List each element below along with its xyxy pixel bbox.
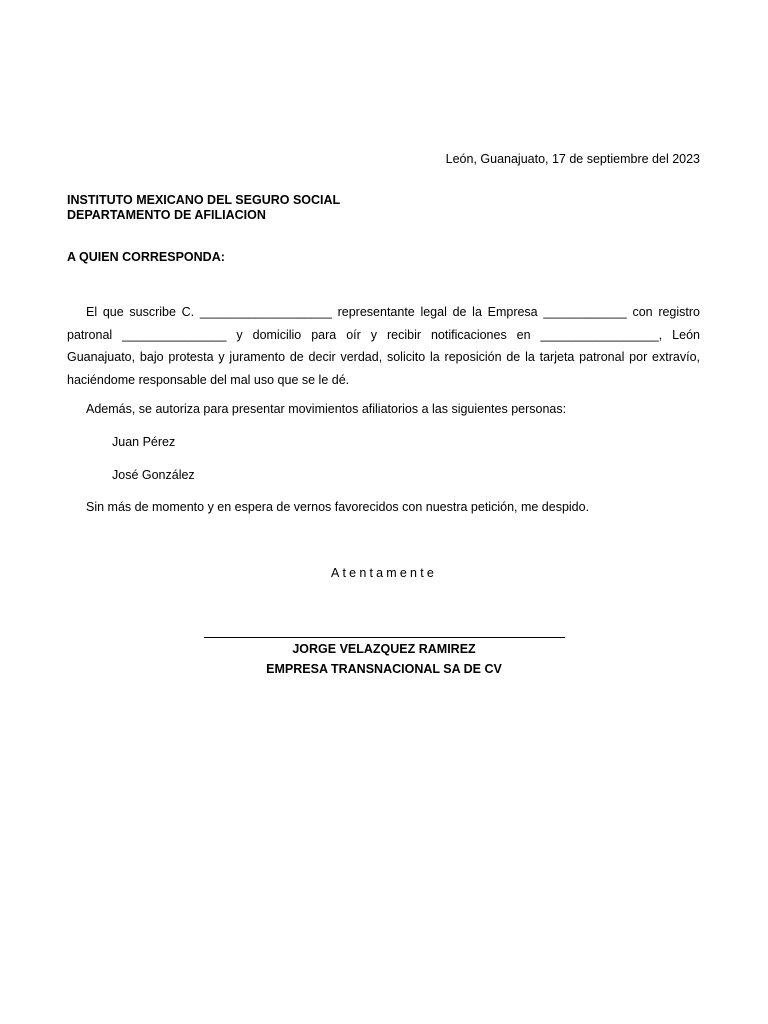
authorization-paragraph: Además, se autoriza para presentar movimientos afiliatorios a las siguientes personas: — [86, 402, 567, 416]
recipient-block — [67, 193, 340, 223]
signer-company: EMPRESA TRANSNACIONAL SA DE CV — [266, 662, 502, 676]
place-date: León, Guanajuato, 17 de septiembre del 2023 — [445, 152, 700, 166]
salutation: A QUIEN CORRESPONDA: — [67, 250, 225, 264]
closing-paragraph: Sin más de momento y en espera de vernos favorecidos con nuestra petición, me despido. — [86, 500, 590, 514]
signer-name: JORGE VELAZQUEZ RAMIREZ — [292, 642, 476, 656]
signature-line — [204, 637, 565, 638]
request-paragraph: El que suscribe C. ___________________ representante legal de la Empresa ____________ con registro patronal _______________ y domicilio para oír y recibir notificaciones en _________________, León Guanajuato, bajo protesta y juramento de decir verdad, solicito la reposición de la tarjeta patronal por extravío, haciéndome responsable del mal uso que se le dé. — [67, 305, 700, 387]
authorized-person: José González — [112, 468, 195, 482]
recipient-department: DEPARTAMENTO DE AFILIACION — [67, 208, 266, 222]
authorized-person: Juan Pérez — [112, 435, 176, 449]
recipient-institution: INSTITUTO MEXICANO DEL SEGURO SOCIAL — [67, 193, 341, 207]
regards: Atentamente — [330, 566, 438, 580]
